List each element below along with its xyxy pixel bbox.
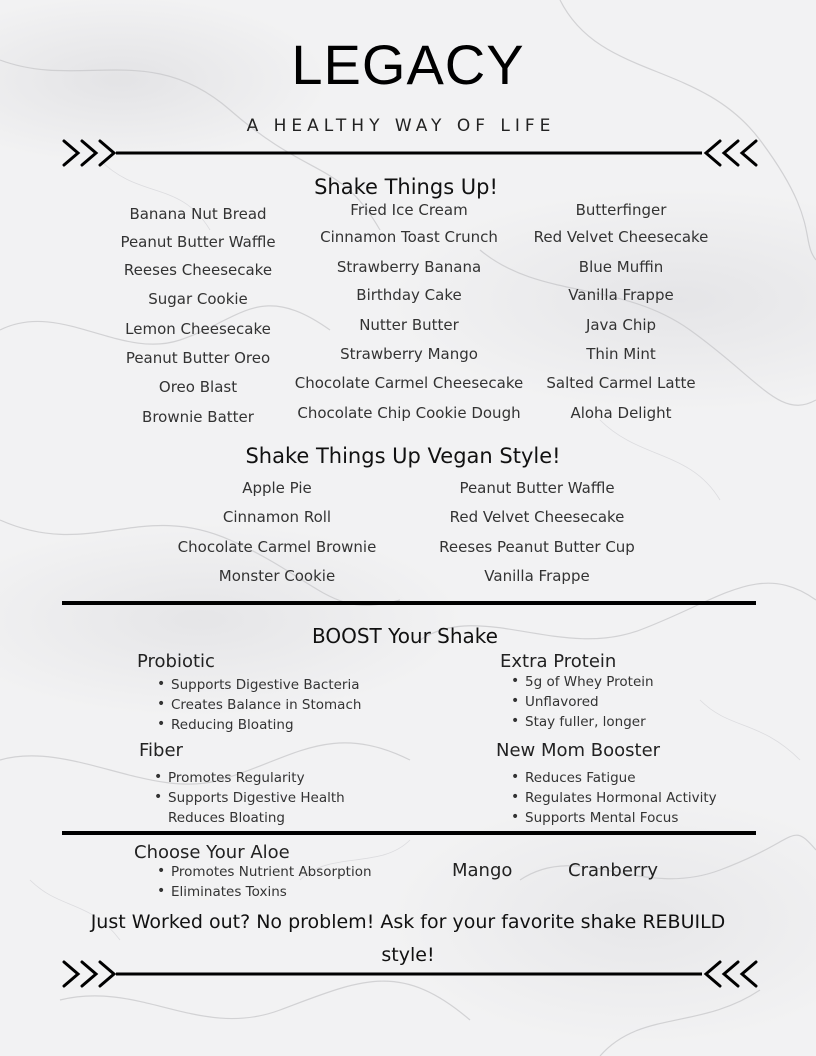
aloe-title: Choose Your Aloe [134, 842, 290, 863]
flavor-item: Brownie Batter [142, 408, 254, 426]
bullet-item: • Promotes Regularity [154, 770, 305, 786]
flavor-item: Chocolate Carmel Brownie [177, 538, 377, 556]
bullet-item: Reduces Bloating [168, 810, 285, 826]
flavor-item: Apple Pie [242, 479, 312, 497]
flavor-item: Birthday Cake [356, 286, 462, 304]
flavor-item: Peanut Butter Oreo [125, 349, 271, 367]
flavor-item: Peanut Butter Waffle [459, 479, 615, 497]
bullet-item: • Stay fuller, longer [511, 714, 646, 730]
boost-heading: BOOST Your Shake [312, 624, 498, 648]
footer-line-1: Just Worked out? No problem! Ask for your favorite shake REBUILD [90, 911, 726, 933]
flavor-item: Red Velvet Cheesecake [449, 508, 625, 526]
flavor-item: Thin Mint [586, 345, 656, 363]
fiber-title: Fiber [139, 740, 183, 761]
flavor-item: Lemon Cheesecake [125, 320, 271, 338]
bullet-item: • Reduces Fatigue [511, 770, 636, 786]
bullet-item: • Eliminates Toxins [157, 884, 287, 900]
page-title: LEGACY [291, 33, 525, 96]
tagline: A HEALTHY WAY OF LIFE [246, 116, 556, 136]
aloe-option-mango: Mango [452, 860, 513, 881]
arrow-divider-bottom [60, 957, 760, 993]
aloe-option-cranberry: Cranberry [568, 860, 659, 881]
flavor-item: Butterfinger [575, 201, 667, 219]
vegan-heading: Shake Things Up Vegan Style! [245, 444, 561, 468]
flavor-item: Chocolate Carmel Cheesecake [294, 374, 524, 392]
probiotic-title: Probiotic [137, 651, 215, 672]
flavor-item: Vanilla Frappe [484, 567, 590, 585]
bullet-item: • Reducing Bloating [157, 717, 294, 733]
flavor-item: Java Chip [585, 316, 657, 334]
flavor-item: Reeses Peanut Butter Cup [439, 538, 635, 556]
flavor-item: Fried Ice Cream [350, 201, 468, 219]
flavor-item: Reeses Cheesecake [123, 261, 273, 279]
flavor-item: Cinnamon Toast Crunch [320, 228, 498, 246]
footer-line-2: style! [381, 944, 435, 966]
flavor-item: Strawberry Banana [336, 258, 482, 276]
flavor-item: Red Velvet Cheesecake [533, 228, 709, 246]
bullet-item: • 5g of Whey Protein [511, 674, 654, 690]
bullet-item: • Promotes Nutrient Absorption [157, 864, 372, 880]
flavor-item: Vanilla Frappe [568, 286, 674, 304]
flavor-item: Banana Nut Bread [129, 205, 267, 223]
protein-title: Extra Protein [500, 651, 617, 672]
flavor-item: Monster Cookie [218, 567, 336, 585]
bullet-item: • Unflavored [511, 694, 599, 710]
flavor-item: Chocolate Chip Cookie Dough [297, 404, 521, 422]
bullet-item: • Supports Mental Focus [511, 810, 678, 826]
section-divider [62, 601, 756, 605]
bullet-item: • Regulates Hormonal Activity [511, 790, 717, 806]
section-divider [62, 831, 756, 835]
bullet-item: • Supports Digestive Health [154, 790, 345, 806]
flavor-item: Aloha Delight [570, 404, 672, 422]
flavor-item: Peanut Butter Waffle [120, 233, 276, 251]
mom-booster-title: New Mom Booster [496, 740, 661, 761]
arrow-divider-top [60, 136, 760, 172]
flavor-item: Strawberry Mango [340, 345, 478, 363]
bullet-item: • Supports Digestive Bacteria [157, 677, 360, 693]
bullet-item: • Creates Balance in Stomach [157, 697, 361, 713]
flavor-item: Salted Carmel Latte [546, 374, 696, 392]
flavor-item: Oreo Blast [158, 378, 238, 396]
flavor-item: Blue Muffin [578, 258, 664, 276]
shakes-heading: Shake Things Up! [314, 175, 498, 199]
flavor-item: Sugar Cookie [148, 290, 248, 308]
flavor-item: Nutter Butter [359, 316, 459, 334]
flavor-item: Cinnamon Roll [222, 508, 332, 526]
